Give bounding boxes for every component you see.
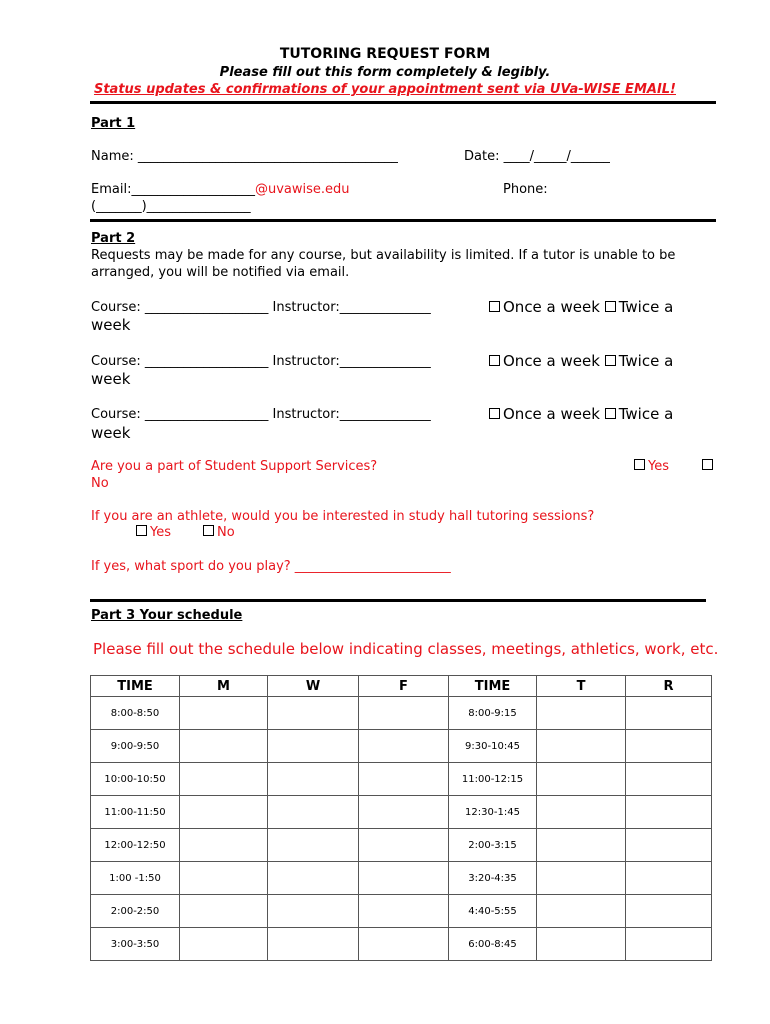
schedule-cell[interactable] — [626, 730, 712, 763]
time-cell: 6:00-8:45 — [449, 928, 537, 961]
header-divider — [90, 101, 716, 104]
table-row — [91, 928, 712, 961]
week-wrap-2: week — [91, 370, 131, 388]
time-cell: 3:00-3:50 — [91, 928, 180, 961]
time-cell: 11:00-11:50 — [91, 796, 180, 829]
schedule-cell[interactable] — [537, 730, 626, 763]
schedule-cell[interactable] — [268, 697, 359, 730]
schedule-cell[interactable] — [359, 796, 449, 829]
schedule-cell[interactable] — [537, 829, 626, 862]
schedule-cell[interactable] — [359, 697, 449, 730]
schedule-cell[interactable] — [626, 829, 712, 862]
schedule-cell[interactable] — [537, 796, 626, 829]
col-w: W — [268, 676, 359, 697]
twice-label: Twice a — [618, 298, 674, 316]
schedule-cell[interactable] — [359, 862, 449, 895]
col-f: F — [359, 676, 449, 697]
table-row — [91, 697, 712, 730]
email-field[interactable] — [91, 182, 350, 197]
table-row — [91, 862, 712, 895]
time-cell: 4:40-5:55 — [449, 895, 537, 928]
part1-heading: Part 1 — [91, 116, 136, 131]
twice-checkbox-icon[interactable] — [605, 301, 616, 312]
schedule-cell[interactable] — [359, 763, 449, 796]
schedule-header-row — [91, 676, 712, 697]
frequency-options-1 — [489, 298, 673, 316]
time-cell: 3:20-4:35 — [449, 862, 537, 895]
schedule-table — [90, 675, 712, 961]
schedule-cell[interactable] — [180, 895, 268, 928]
schedule-cell[interactable] — [268, 862, 359, 895]
schedule-cell[interactable] — [626, 928, 712, 961]
time-cell: 9:00-9:50 — [91, 730, 180, 763]
table-row — [91, 895, 712, 928]
phone-label: Phone: — [503, 182, 548, 197]
schedule-cell[interactable] — [180, 862, 268, 895]
schedule-cell[interactable] — [180, 928, 268, 961]
form-subtitle: Please fill out this form completely & legibly. — [219, 65, 551, 80]
schedule-instruction: Please fill out the schedule below indicating classes, meetings, athletics, work, etc. — [93, 640, 719, 658]
col-m: M — [180, 676, 268, 697]
email-label: Email:___________________ — [91, 182, 255, 197]
athlete-yes-option[interactable] — [136, 525, 171, 540]
schedule-cell[interactable] — [268, 928, 359, 961]
twice-label: Twice a — [618, 405, 674, 423]
schedule-cell[interactable] — [180, 829, 268, 862]
email-domain: @uvawise.edu — [254, 182, 350, 197]
col-time: TIME — [91, 676, 180, 697]
form-title: TUTORING REQUEST FORM — [279, 46, 491, 62]
time-cell: 12:30-1:45 — [449, 796, 537, 829]
schedule-cell[interactable] — [268, 829, 359, 862]
part3-heading: Part 3 Your schedule — [91, 608, 243, 623]
athlete-question: If you are an athlete, would you be interested in study hall tutoring sessions? — [91, 509, 595, 524]
sss-yes-option[interactable] — [634, 459, 669, 474]
checkbox-icon[interactable] — [136, 525, 147, 536]
course-fields-1[interactable]: Course: ___________________ Instructor:______________ — [91, 300, 431, 315]
sss-no-label: No — [91, 476, 109, 491]
schedule-cell[interactable] — [626, 895, 712, 928]
schedule-cell[interactable] — [537, 697, 626, 730]
schedule-cell[interactable] — [626, 796, 712, 829]
schedule-cell[interactable] — [359, 730, 449, 763]
once-checkbox-icon[interactable] — [489, 408, 500, 419]
schedule-cell[interactable] — [268, 730, 359, 763]
frequency-options-3 — [489, 405, 673, 423]
schedule-cell[interactable] — [180, 763, 268, 796]
time-cell: 10:00-10:50 — [91, 763, 180, 796]
checkbox-icon[interactable] — [702, 459, 713, 470]
part2-intro-line2: arranged, you will be notified via email. — [91, 265, 350, 280]
checkbox-icon[interactable] — [203, 525, 214, 536]
checkbox-icon[interactable] — [634, 459, 645, 470]
time-cell: 8:00-8:50 — [91, 697, 180, 730]
schedule-cell[interactable] — [268, 895, 359, 928]
schedule-cell[interactable] — [268, 763, 359, 796]
athlete-no-option[interactable] — [203, 525, 235, 540]
schedule-cell[interactable] — [180, 697, 268, 730]
athlete-yes-label: Yes — [150, 525, 171, 540]
part2-divider — [90, 599, 706, 602]
name-field[interactable]: Name: ________________________________________ — [91, 149, 398, 164]
once-checkbox-icon[interactable] — [489, 301, 500, 312]
schedule-cell[interactable] — [626, 697, 712, 730]
sport-question[interactable]: If yes, what sport do you play? ________________________ — [91, 559, 451, 574]
once-checkbox-icon[interactable] — [489, 355, 500, 366]
sss-no-checkbox[interactable] — [702, 459, 716, 474]
time-cell: 11:00-12:15 — [449, 763, 537, 796]
once-label: Once a week — [503, 405, 600, 423]
table-row — [91, 763, 712, 796]
athlete-no-label: No — [217, 525, 235, 540]
table-row — [91, 730, 712, 763]
schedule-cell[interactable] — [268, 796, 359, 829]
schedule-cell[interactable] — [180, 796, 268, 829]
schedule-cell[interactable] — [359, 829, 449, 862]
schedule-cell[interactable] — [359, 895, 449, 928]
col-r: R — [626, 676, 712, 697]
part1-divider — [90, 219, 716, 222]
time-cell: 1:00 -1:50 — [91, 862, 180, 895]
schedule-cell[interactable] — [537, 862, 626, 895]
part2-intro-line1: Requests may be made for any course, but availability is limited. If a tutor is unable to be — [91, 248, 676, 263]
schedule-cell[interactable] — [359, 928, 449, 961]
schedule-cell[interactable] — [537, 763, 626, 796]
time-cell: 2:00-3:15 — [449, 829, 537, 862]
time-cell: 12:00-12:50 — [91, 829, 180, 862]
date-field[interactable]: Date: ____/_____/______ — [464, 149, 610, 164]
schedule-cell[interactable] — [537, 928, 626, 961]
once-label: Once a week — [503, 352, 600, 370]
sss-question: Are you a part of Student Support Services? — [91, 459, 378, 474]
week-wrap-3: week — [91, 424, 131, 442]
time-cell: 2:00-2:50 — [91, 895, 180, 928]
time-cell: 9:30-10:45 — [449, 730, 537, 763]
col-time-2: TIME — [449, 676, 537, 697]
twice-checkbox-icon[interactable] — [605, 408, 616, 419]
table-row — [91, 796, 712, 829]
course-fields-2[interactable]: Course: ___________________ Instructor:______________ — [91, 354, 431, 369]
schedule-cell[interactable] — [626, 862, 712, 895]
part2-heading: Part 2 — [91, 231, 136, 246]
table-row — [91, 829, 712, 862]
schedule-cell[interactable] — [180, 730, 268, 763]
schedule-cell[interactable] — [626, 763, 712, 796]
email-notice: Status updates & confirmations of your appointment sent via UVa-WISE EMAIL! — [93, 82, 676, 97]
twice-checkbox-icon[interactable] — [605, 355, 616, 366]
col-t: T — [537, 676, 626, 697]
schedule-cell[interactable] — [537, 895, 626, 928]
week-wrap-1: week — [91, 316, 131, 334]
frequency-options-2 — [489, 352, 673, 370]
twice-label: Twice a — [618, 352, 674, 370]
sss-yes-label: Yes — [648, 459, 669, 474]
phone-field[interactable]: (_______)________________ — [91, 199, 251, 214]
once-label: Once a week — [503, 298, 600, 316]
time-cell: 8:00-9:15 — [449, 697, 537, 730]
course-fields-3[interactable]: Course: ___________________ Instructor:______________ — [91, 407, 431, 422]
